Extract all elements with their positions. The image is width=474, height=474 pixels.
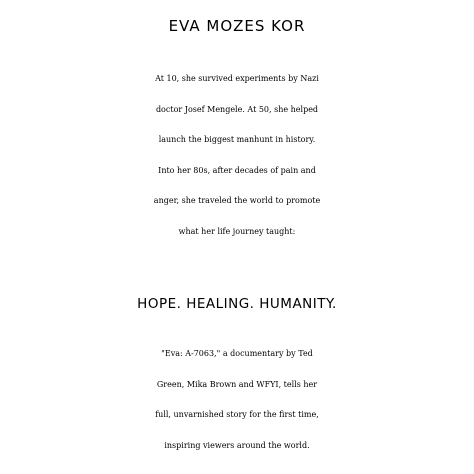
intro-line: launch the biggest manhunt in history. <box>158 135 316 144</box>
intro-line: doctor Josef Mengele. At 50, she helped <box>155 104 319 114</box>
intro-paragraph <box>0 64 474 247</box>
intro-line: what her life journey taught: <box>178 226 296 236</box>
documentary-line: "Eva: A-7063," a documentary by Ted <box>161 349 313 358</box>
intro-line: Into her 80s, after decades of pain and <box>158 165 316 175</box>
documentary-line: Green, Mika Brown and WFYI, tells her <box>156 379 318 389</box>
intro-line: At 10, she survived experiments by Nazi <box>155 74 319 83</box>
documentary-paragraph <box>0 339 474 461</box>
intro-line: anger, she traveled the world to promote <box>153 196 321 205</box>
page-title: EVA MOZES KOR <box>168 17 306 35</box>
documentary-line: inspiring viewers around the world. <box>164 440 310 450</box>
motto-heading: HOPE. HEALING. HUMANITY. <box>137 296 337 312</box>
documentary-line: full, unvarnished story for the first time, <box>155 410 319 419</box>
